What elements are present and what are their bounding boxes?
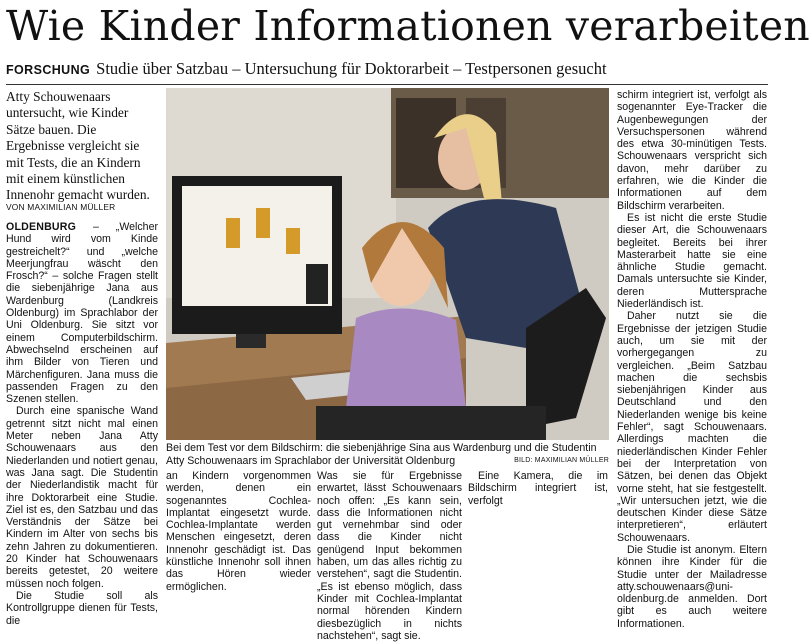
photo-illustration xyxy=(166,88,609,440)
paragraph: Es ist nicht die erste Studie dieser Art, die Schouwenaars begleitet. Bereits bei ihrer Masterarbeit hatte sie eine ähnliche Studie gemacht. Damals untersuchte sie Kinder, deren Muttersprache Niederländisch ist. xyxy=(617,211,767,311)
paragraph: Eine Kamera, die im Bildschirm integriert ist, verfolgt xyxy=(468,470,608,507)
caption-text: Bei dem Test vor dem Bildschirm: die siebenjährige Sina aus Wardenburg und die Studentin Atty Schouwenaars im Sprachlabor der Universität Oldenburg xyxy=(166,442,597,467)
paragraph: Die Studie soll als Kontrollgruppe dienen für Tests, die xyxy=(6,589,158,627)
dateline: OLDENBURG xyxy=(6,221,77,233)
paragraph: Durch eine spanische Wand getrennt sitzt nicht mal einen Meter neben Jana Atty Schouwenaars aus den Niederlanden und notiert genau, was Jana sagt. Die Studentin der Niederlandistik macht für ihre Doktorarbeit eine Studie. Ziel ist es, den Satzbau und das Verständnis der Sätze bei Kindern im Alter von sechs bis zehn Jahren zu dokumentieren. 20 Kinder hat Schouwenaars bereits getestet, 20 weitere müssen noch folgen. xyxy=(6,405,158,590)
paragraph: OLDENBURG – „Welcher Hund wird vom Kinde gestreichelt?“ und „welche Meerjungfrau wäscht den Frosch?“ – solche Fragen stellt die siebenjährige Jana aus Wardenburg (Landkreis Oldenburg) im Sprachlabor der Uni Oldenburg. Sie sitzt vor einem Computerbildschirm. Abwechselnd erscheinen auf ihm Bilder von Tieren und Märchenfiguren. Jana muss die passenden Fragen zu den Szenen stellen. xyxy=(6,221,158,406)
photo-caption xyxy=(166,442,609,467)
section-kicker: FORSCHUNG xyxy=(6,63,91,77)
header-rule xyxy=(6,84,768,85)
article-column-2 xyxy=(166,470,311,593)
article-column-4 xyxy=(617,89,767,630)
headline: Wie Kinder Informationen verarbeiten xyxy=(6,2,810,50)
article-column-3 xyxy=(317,470,462,642)
paragraph: schirm integriert ist, verfolgt als sogenannter Eye-Tracker die Augenbewegungen der Versuchspersonen während des etwa 30-minütigen Tests. Schouwenaars verspricht sich davon, mehr darüber zu erfahren, wie die Kinder die Informationen auf dem Bildschirm verarbeiten. xyxy=(617,89,767,212)
article-photo xyxy=(166,88,609,440)
article-column-3b xyxy=(468,470,608,571)
paragraph: an Kindern vorgenommen werden, denen ein sogenanntes Cochlea-Implantat eingesetzt wurde. Cochlea-Implantate werden Menschen eingesetzt, deren Innenohr geschädigt ist. Das künstliche Innenohr soll ihnen das Hören wieder ermöglichen. xyxy=(166,470,311,593)
lead-paragraph: Atty Schouwenaars untersucht, wie Kinder Sätze bauen. Die Ergebnisse vergleicht sie mit Tests, die an Kindern mit einem künstlichen Innenohr gemacht wurden. xyxy=(6,89,150,203)
subline xyxy=(6,57,768,81)
subline-text: Studie über Satzbau – Untersuchung für Doktorarbeit – Testpersonen gesucht xyxy=(96,59,607,78)
article-column-1 xyxy=(6,221,158,627)
paragraph: Die Studie ist anonym. Eltern können ihre Kinder für die Studie unter der Mailadresse atty.schouwenaars@uni-oldenburg.de anmelden. Dort gibt es auch weitere Informationen. xyxy=(617,543,767,630)
byline: VON MAXIMILIAN MÜLLER xyxy=(6,202,116,212)
paragraph: Was sie für Ergebnisse erwartet, lässt Schouwenaars noch offen: „Es kann sein, dass die Informationen nicht gut vernehmbar sind oder dass die Kinder nicht genügend Input bekommen haben, um das alles richtig zu verstehen“, sagt die Studentin. „Es ist ebenso möglich, dass Kinder mit Cochlea-Implantat normal hörenden Kindern diesbezüglich in nichts nachstehen“, sagt sie. xyxy=(317,470,462,642)
photo-credit: BILD: MAXIMILIAN MÜLLER xyxy=(514,456,609,464)
paragraph: Daher nutzt sie die Ergebnisse der jetzigen Studie auch, um sie mit der vorhergegangen zu vergleichen. „Beim Satzbau machen die sechsbis siebenjährigen Kinder aus Deutschland und den Niederlanden wenige bis keine Fehler“, sagt Schouwenaars. Allerdings machten die niederländischen Kinder Fehler bei der Interpretation von Sätzen, bei denen das Objekt vorne steht, hat sie festgestellt. „Wir untersuchen jetzt, wie die deutschen Kinder diese Sätze interpretieren“, erläutert Schouwenaars. xyxy=(617,310,767,544)
